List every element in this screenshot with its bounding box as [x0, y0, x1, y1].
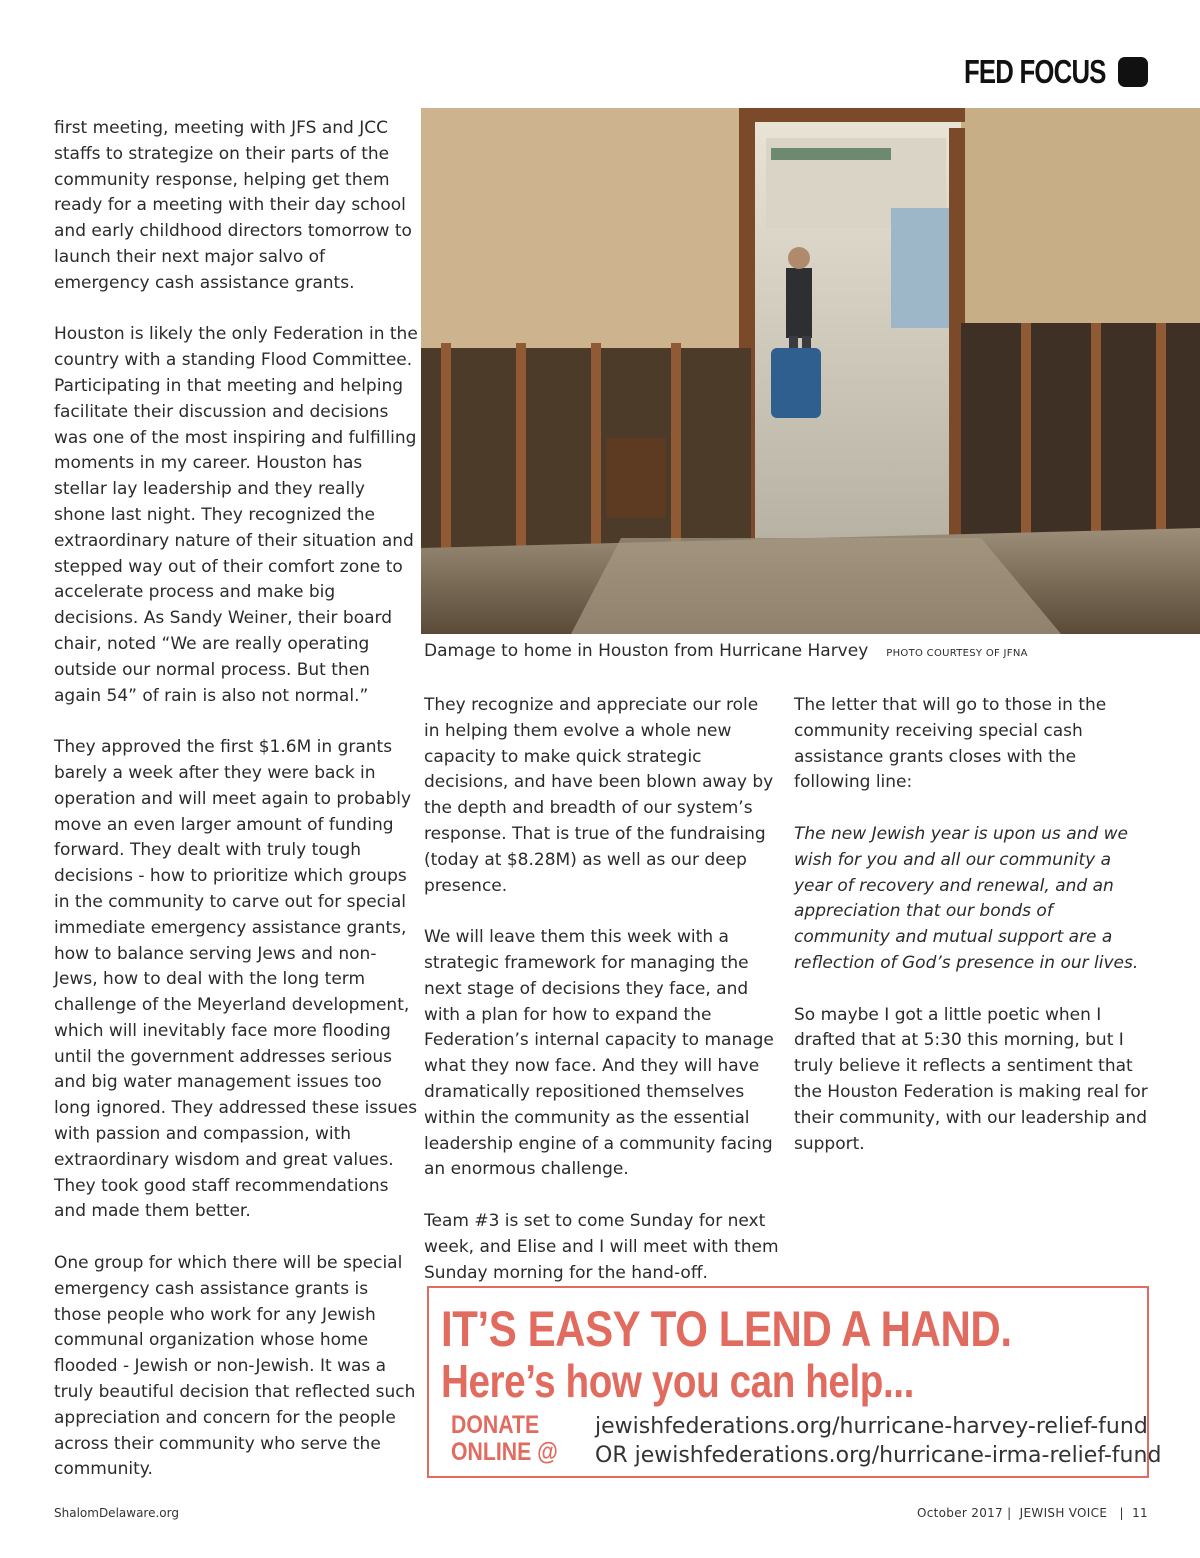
paragraph: Team #3 is set to come Sunday for next week, and Elise and I will meet with them Sunday morning for the hand-off.	[424, 1210, 779, 1283]
article-column-2	[424, 693, 779, 1312]
section-header	[924, 50, 1148, 94]
paragraph: They approved the first $1.6M in grants barely a week after they were back in operation and will meet again to probably move an even larger amount of funding forward. They dealt with truly tough decisions - how to prioritize which groups in the community to carve out for special immediate emergency assistance grants, how to balance serving Jews and non-Jews, how to deal with the long term challenge of the Meyerland development, which will inevitably face more flooding until the government addresses serious and big water management issues too long ignored. They addressed these issues with passion and compassion, with extraordinary wisdom and great values. They took good staff recommendations and made them better.	[54, 737, 418, 1222]
photo-credit: PHOTO COURTESY OF JFNA	[886, 648, 1028, 659]
paragraph: We will leave them this week with a strategic framework for managing the next stage of decisions they face, and with a plan for how to expand the Federation’s internal capacity to manage what they now face. And they will have dramatically repositioned themselves within the community as the essential leadership engine of a community facing an enormous challenge.	[424, 927, 774, 1180]
ad-headline: IT’S EASY TO LEND A HAND.	[441, 1301, 1012, 1357]
paragraph: One group for which there will be special emergency cash assistance grants is those people who work for any Jewish communal organization whose home flooded - Jewish or non-Jewish. It was a truly beautiful decision that reflected such appreciation and concern for the people across their community who serve the community.	[54, 1253, 416, 1480]
donate-label-line2: ONLINE @	[451, 1438, 558, 1466]
ad-subheadline: Here’s how you can help...	[441, 1355, 914, 1407]
photo-caption	[424, 641, 1164, 661]
paragraph: So maybe I got a little poetic when I drafted that at 5:30 this morning, but I truly believe it reflects a sentiment that the Houston Federation is making real for their community, with our leadership and support.	[794, 1004, 1148, 1154]
article-column-3	[794, 693, 1154, 1183]
paragraph: Houston is likely the only Federation in the country with a standing Flood Committee. Participating in that meeting and helping facilitate their discussion and decisions was one of the most inspiring and fulfilling moments in my career. Houston has stellar lay leadership and they really shone last night. They recognized the extraordinary nature of their situation and stepped way out of their comfort zone to accelerate process and make big decisions. As Sandy Weiner, their board chair, noted “We are really operating outside our normal process. But then again 54” of rain is also not normal.”	[54, 324, 418, 706]
harvey-relief-link[interactable]: jewishfederations.org/hurricane-harvey-relief-fund	[595, 1414, 1148, 1439]
donate-label-line1: DONATE	[451, 1411, 540, 1439]
paragraph: The letter that will go to those in the community receiving special cash assistance grants closes with the following line:	[794, 695, 1107, 793]
paragraph: They recognize and appreciate our role in helping them evolve a whole new capacity to make quick strategic decisions, and have been blown away by the depth and breadth of our system’s response. That is true of the fundraising (today at $8.28M) as well as our deep presence.	[424, 695, 774, 896]
paragraph: first meeting, meeting with JFS and JCC staffs to strategize on their parts of the community response, helping get them ready for a meeting with their day school and early childhood directors tomorrow to launch their next major salvo of emergency cash assistance grants.	[54, 118, 412, 293]
section-title: FED FOCUS	[964, 53, 1106, 90]
donate-online-label	[451, 1412, 558, 1466]
caption-text: Damage to home in Houston from Hurricane Harvey	[424, 641, 869, 661]
footer-site: ShalomDelaware.org	[54, 1506, 179, 1520]
footer-issue-page: October 2017 | JEWISH VOICE | 11	[917, 1506, 1148, 1520]
section-marker-icon	[1118, 57, 1148, 87]
article-column-1	[54, 116, 419, 1509]
donation-links	[595, 1412, 1161, 1470]
irma-relief-link[interactable]: OR jewishfederations.org/hurricane-irma-relief-fund	[595, 1443, 1162, 1468]
hurricane-damage-photo	[421, 108, 1200, 634]
quoted-letter-line: The new Jewish year is upon us and we wish for you and all our community a year of recovery and renewal, and an appreciation that our bonds of community and mutual support are a reflection of God’s presence in our lives.	[794, 823, 1139, 973]
donation-ad-box	[427, 1286, 1162, 1478]
